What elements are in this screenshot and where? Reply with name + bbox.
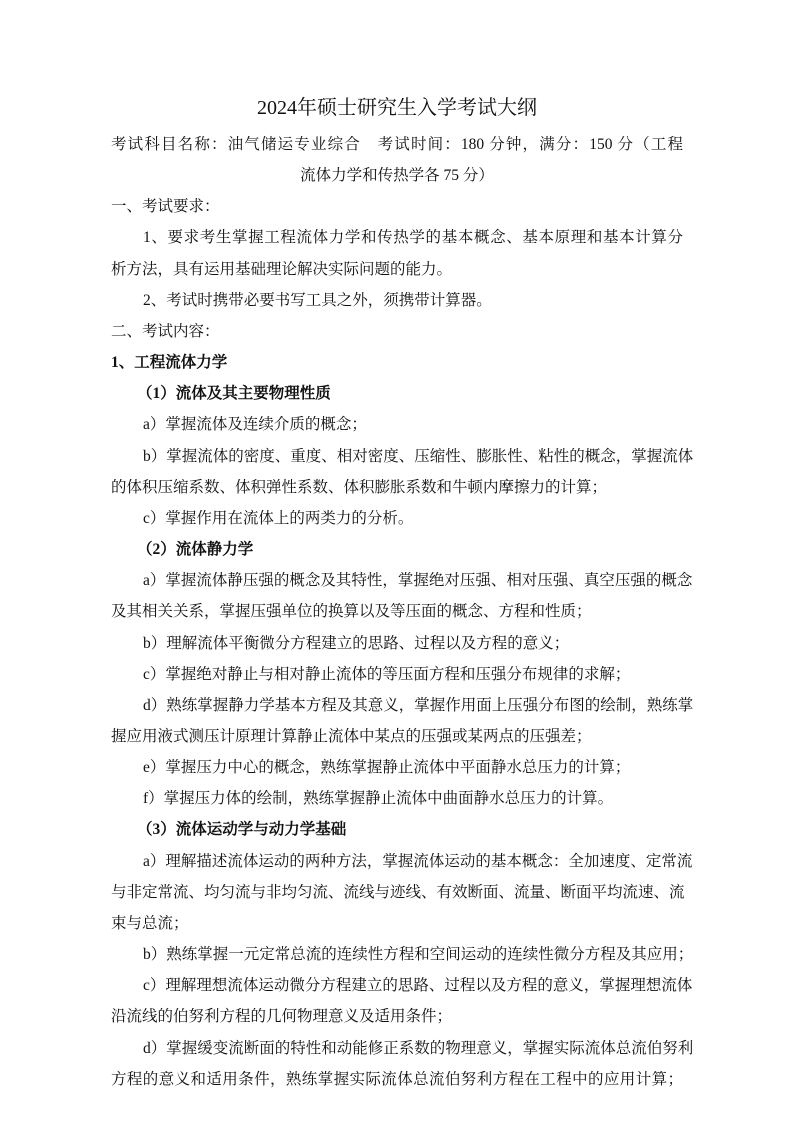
list-item-cont: 的体积压缩系数、体积弹性系数、体积膨胀系数和牛顿内摩擦力的计算； [111, 478, 608, 496]
list-item: b）理解流体平衡微分方程建立的思路、过程以及方程的意义； [143, 634, 570, 652]
list-item-cont: 及其相关关系，掌握压强单位的换算以及等压面的概念、方程和性质； [111, 603, 592, 621]
list-item-cont: 方程的意义和适用条件，熟练掌握实际流体总流伯努利方程在工程中的应用计算； [111, 1070, 683, 1088]
list-item: b）掌握流体的密度、重度、相对密度、压缩性、膨胀性、粘性的概念，掌握流体 [143, 447, 694, 465]
subsection-heading: （2）流体静力学 [137, 541, 254, 559]
section-heading-content: 二、考试内容： [111, 322, 220, 340]
list-item: b）熟练掌握一元定常总流的连续性方程和空间运动的连续性微分方程及其应用； [143, 946, 694, 964]
list-item: a）掌握流体及连续介质的概念； [143, 416, 367, 434]
list-item: e）掌握压力中心的概念，熟练掌握静止流体中平面静水总压力的计算； [143, 759, 631, 777]
list-item-cont: 握应用液式测压计原理计算静止流体中某点的压强或某两点的压强差； [111, 727, 592, 745]
list-item: f）掌握压力体的绘制，熟练掌握静止流体中曲面静水总压力的计算。 [143, 790, 614, 808]
list-item: c）掌握作用在流体上的两类力的分析。 [143, 509, 414, 527]
paragraph: 2、考试时携带必要书写工具之外，须携带计算器。 [143, 291, 492, 309]
list-item: c）掌握绝对静止与相对静止流体的等压面方程和压强分布规律的求解； [143, 665, 631, 683]
subsection-heading: （3）流体运动学与动力学基础 [137, 821, 347, 839]
list-item: c）理解理想流体运动微分方程建立的思路、过程以及方程的意义，掌握理想流体 [143, 977, 693, 995]
paragraph: 1、要求考生掌握工程流体力学和传热学的基本概念、基本原理和基本计算分 [143, 229, 683, 247]
subject-info: 考试科目名称：油气储运专业综合 考试时间：180 分钟，满分：150 分（工程 [111, 136, 683, 153]
list-item-cont: 束与总流； [111, 914, 189, 932]
list-item: d）熟练掌握静力学基本方程及其意义，掌握作用面上压强分布图的绘制，熟练掌 [143, 696, 694, 714]
document-page [111, 90, 694, 1095]
list-item: a）理解描述流体运动的两种方法，掌握流体运动的基本概念：全加速度、定常流 [143, 852, 693, 870]
part-heading: 1、工程流体力学 [111, 354, 228, 372]
list-item: a）掌握流体静压强的概念及其特性，掌握绝对压强、相对压强、真空压强的概念 [143, 572, 693, 590]
subsection-heading: （1）流体及其主要物理性质 [137, 385, 331, 403]
list-item-cont: 沿流线的伯努利方程的几何物理意义及适用条件； [111, 1008, 453, 1026]
paragraph: 析方法，具有运用基础理论解决实际问题的能力。 [111, 260, 453, 278]
page-title: 2024年硕士研究生入学考试大纲 [257, 97, 537, 119]
section-heading-requirements: 一、考试要求： [111, 198, 220, 216]
list-item-cont: 与非定常流、均匀流与非均匀流、流线与迹线、有效断面、流量、断面平均流速、流 [111, 883, 685, 901]
subject-info-cont: 流体力学和传热学各 75 分） [300, 167, 494, 185]
list-item: d）掌握缓变流断面的特性和动能修正系数的物理意义，掌握实际流体总流伯努利 [143, 1039, 694, 1057]
